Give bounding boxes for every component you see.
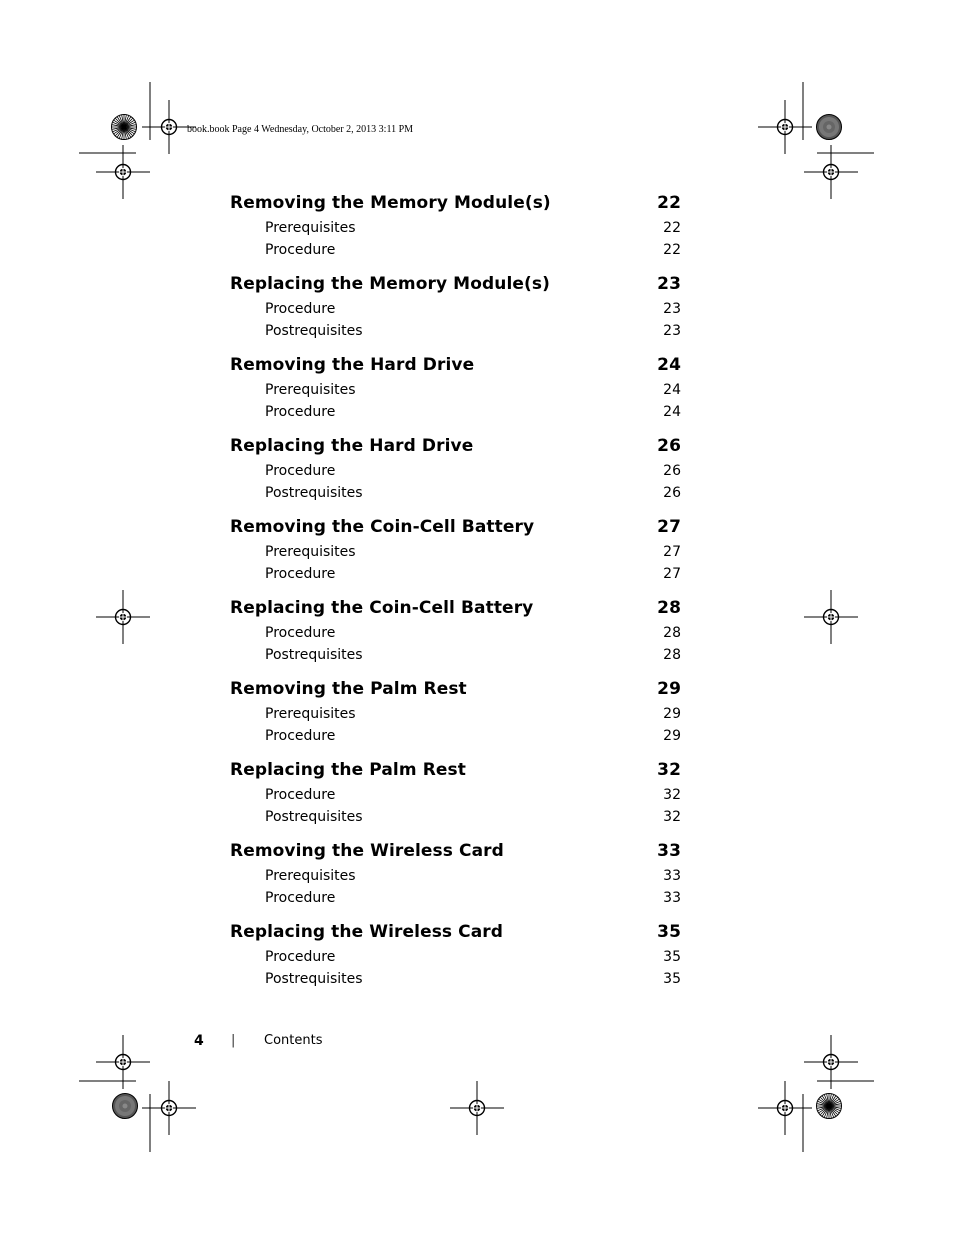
toc-entry-row[interactable] [230,482,681,504]
toc-entry-title: Procedure [265,728,336,744]
toc-entry-title: Postrequisites [265,647,363,663]
toc-heading-row[interactable] [230,838,681,865]
toc-entry-row[interactable] [230,644,681,666]
toc-heading-page: 35 [657,922,681,942]
toc-entry-title: Prerequisites [265,220,356,236]
toc-entry-page: 32 [663,787,681,803]
toc-entry-row[interactable] [230,946,681,968]
toc-heading-row[interactable] [230,514,681,541]
toc-heading-title: Replacing the Memory Module(s) [230,274,550,294]
toc-heading-page: 29 [657,679,681,699]
footer-section-label: Contents [264,1033,323,1048]
toc-heading-row[interactable] [230,433,681,460]
toc-section [230,676,681,757]
toc-heading-page: 27 [657,517,681,537]
toc-entry-title: Postrequisites [265,971,363,987]
toc-entry-title: Procedure [265,463,336,479]
toc-heading-page: 24 [657,355,681,375]
toc-entry-row[interactable] [230,320,681,342]
toc-entry-page: 28 [663,647,681,663]
toc-heading-page: 22 [657,193,681,213]
toc-entry-title: Procedure [265,301,336,317]
toc-entry-title: Postrequisites [265,485,363,501]
toc-entry-row[interactable] [230,239,681,261]
toc-entry-title: Procedure [265,242,336,258]
toc-section [230,514,681,595]
toc-entry-page: 33 [663,868,681,884]
toc-entry-page: 35 [663,949,681,965]
print-slug-line: book.book Page 4 Wednesday, October 2, 2013 3:11 PM [187,124,414,135]
toc-heading-row[interactable] [230,190,681,217]
toc-section [230,271,681,352]
toc-entry-page: 26 [663,463,681,479]
toc-heading-page: 26 [657,436,681,456]
toc-entry-title: Procedure [265,566,336,582]
toc-section [230,838,681,919]
toc-entry-page: 23 [663,301,681,317]
toc-entry-row[interactable] [230,217,681,239]
toc-heading-title: Removing the Wireless Card [230,841,504,861]
toc-entry-page: 28 [663,625,681,641]
toc-entry-row[interactable] [230,806,681,828]
toc-entry-row[interactable] [230,460,681,482]
toc-entry-row[interactable] [230,401,681,423]
toc-entry-title: Procedure [265,890,336,906]
toc-entry-title: Procedure [265,949,336,965]
toc-section [230,352,681,433]
toc-heading-row[interactable] [230,757,681,784]
toc-heading-row[interactable] [230,271,681,298]
toc-heading-title: Replacing the Palm Rest [230,760,466,780]
toc-entry-row[interactable] [230,541,681,563]
toc-entry-page: 29 [663,706,681,722]
toc-entry-page: 23 [663,323,681,339]
toc-entry-page: 22 [663,220,681,236]
toc-entry-row[interactable] [230,298,681,320]
toc-entry-row[interactable] [230,725,681,747]
toc-entry-title: Procedure [265,404,336,420]
toc-entry-page: 26 [663,485,681,501]
toc-entry-row[interactable] [230,968,681,990]
toc-heading-page: 23 [657,274,681,294]
toc-entry-title: Postrequisites [265,323,363,339]
toc-entry-title: Prerequisites [265,544,356,560]
footer-separator: | [231,1033,236,1048]
toc-entry-page: 32 [663,809,681,825]
toc-section [230,190,681,271]
toc-entry-title: Prerequisites [265,382,356,398]
toc-entry-row[interactable] [230,379,681,401]
toc-heading-title: Replacing the Wireless Card [230,922,504,942]
toc-entry-page: 24 [663,382,681,398]
toc-entry-row[interactable] [230,887,681,909]
toc-heading-page: 33 [657,841,681,861]
toc-heading-title: Removing the Coin-Cell Battery [230,517,535,537]
toc-entry-page: 27 [663,566,681,582]
table-of-contents [230,190,681,1000]
toc-entry-row[interactable] [230,703,681,725]
toc-heading-title: Removing the Memory Module(s) [230,193,551,213]
toc-entry-row[interactable] [230,865,681,887]
toc-heading-row[interactable] [230,352,681,379]
toc-entry-page: 29 [663,728,681,744]
toc-section [230,757,681,838]
toc-entry-row[interactable] [230,784,681,806]
toc-section [230,919,681,1000]
toc-entry-page: 24 [663,404,681,420]
toc-entry-page: 33 [663,890,681,906]
toc-heading-title: Replacing the Coin-Cell Battery [230,598,534,618]
toc-entry-title: Prerequisites [265,868,356,884]
toc-entry-title: Procedure [265,625,336,641]
toc-heading-row[interactable] [230,595,681,622]
toc-entry-title: Prerequisites [265,706,356,722]
toc-entry-title: Procedure [265,787,336,803]
toc-heading-row[interactable] [230,919,681,946]
toc-entry-page: 35 [663,971,681,987]
toc-heading-page: 32 [657,760,681,780]
toc-entry-page: 22 [663,242,681,258]
toc-section [230,595,681,676]
toc-heading-page: 28 [657,598,681,618]
toc-heading-title: Removing the Palm Rest [230,679,467,699]
toc-entry-row[interactable] [230,563,681,585]
toc-entry-row[interactable] [230,622,681,644]
toc-entry-page: 27 [663,544,681,560]
footer-page-number: 4 [194,1033,204,1049]
toc-heading-title: Replacing the Hard Drive [230,436,474,456]
toc-heading-row[interactable] [230,676,681,703]
toc-heading-title: Removing the Hard Drive [230,355,475,375]
toc-section [230,433,681,514]
toc-entry-title: Postrequisites [265,809,363,825]
